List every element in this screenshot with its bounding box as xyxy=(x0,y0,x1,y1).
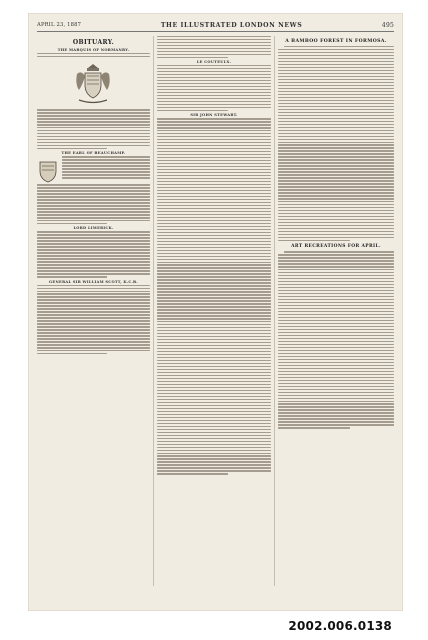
newspaper-page xyxy=(29,14,402,610)
page-number: 495 xyxy=(381,21,394,29)
obituary-subheading: SIR JOHN STEWART. xyxy=(190,113,238,118)
catalog-caption xyxy=(0,612,428,640)
article-heading: A BAMBOO FOREST IN FORMOSA. xyxy=(285,39,387,44)
article-with-crest xyxy=(37,156,150,184)
article-text xyxy=(37,109,150,149)
masthead: THE ILLUSTRATED LONDON NEWS xyxy=(160,21,303,29)
article-text xyxy=(157,118,271,474)
header-rule xyxy=(37,31,394,32)
page-header xyxy=(37,20,394,30)
article-text xyxy=(37,184,150,224)
article-text xyxy=(157,36,271,58)
obituary-subheading: THE EARL OF BEAUCHAMP. xyxy=(61,151,126,156)
article-text xyxy=(37,285,150,355)
article-text xyxy=(278,46,394,241)
obituary-subheading: GENERAL SIR WILLIAM SCOTT, K.C.B. xyxy=(49,279,138,284)
obituary-subheading: THE MARQUIS OF NORMANBY. xyxy=(57,48,130,52)
coat-of-arms-illustration xyxy=(71,60,115,106)
right-column xyxy=(278,36,394,430)
obituary-heading: OBITUARY. xyxy=(72,39,115,46)
catalog-number: 2002.006.0138 xyxy=(288,619,392,633)
obituary-subheading: LE COUTEULX. xyxy=(196,60,232,65)
left-column xyxy=(37,36,150,356)
obituary-subheading: LORD LIMERICK. xyxy=(73,226,114,231)
article-text xyxy=(157,65,271,111)
article-text xyxy=(37,231,150,277)
column-divider xyxy=(153,36,154,586)
article-heading: ART RECREATIONS FOR APRIL. xyxy=(291,244,381,250)
article-text xyxy=(278,251,394,428)
article-text xyxy=(37,53,150,57)
middle-column xyxy=(157,36,271,476)
small-crest-illustration xyxy=(37,158,59,184)
column-divider xyxy=(274,36,275,586)
header-date: APRIL 23, 1887 xyxy=(37,22,82,28)
